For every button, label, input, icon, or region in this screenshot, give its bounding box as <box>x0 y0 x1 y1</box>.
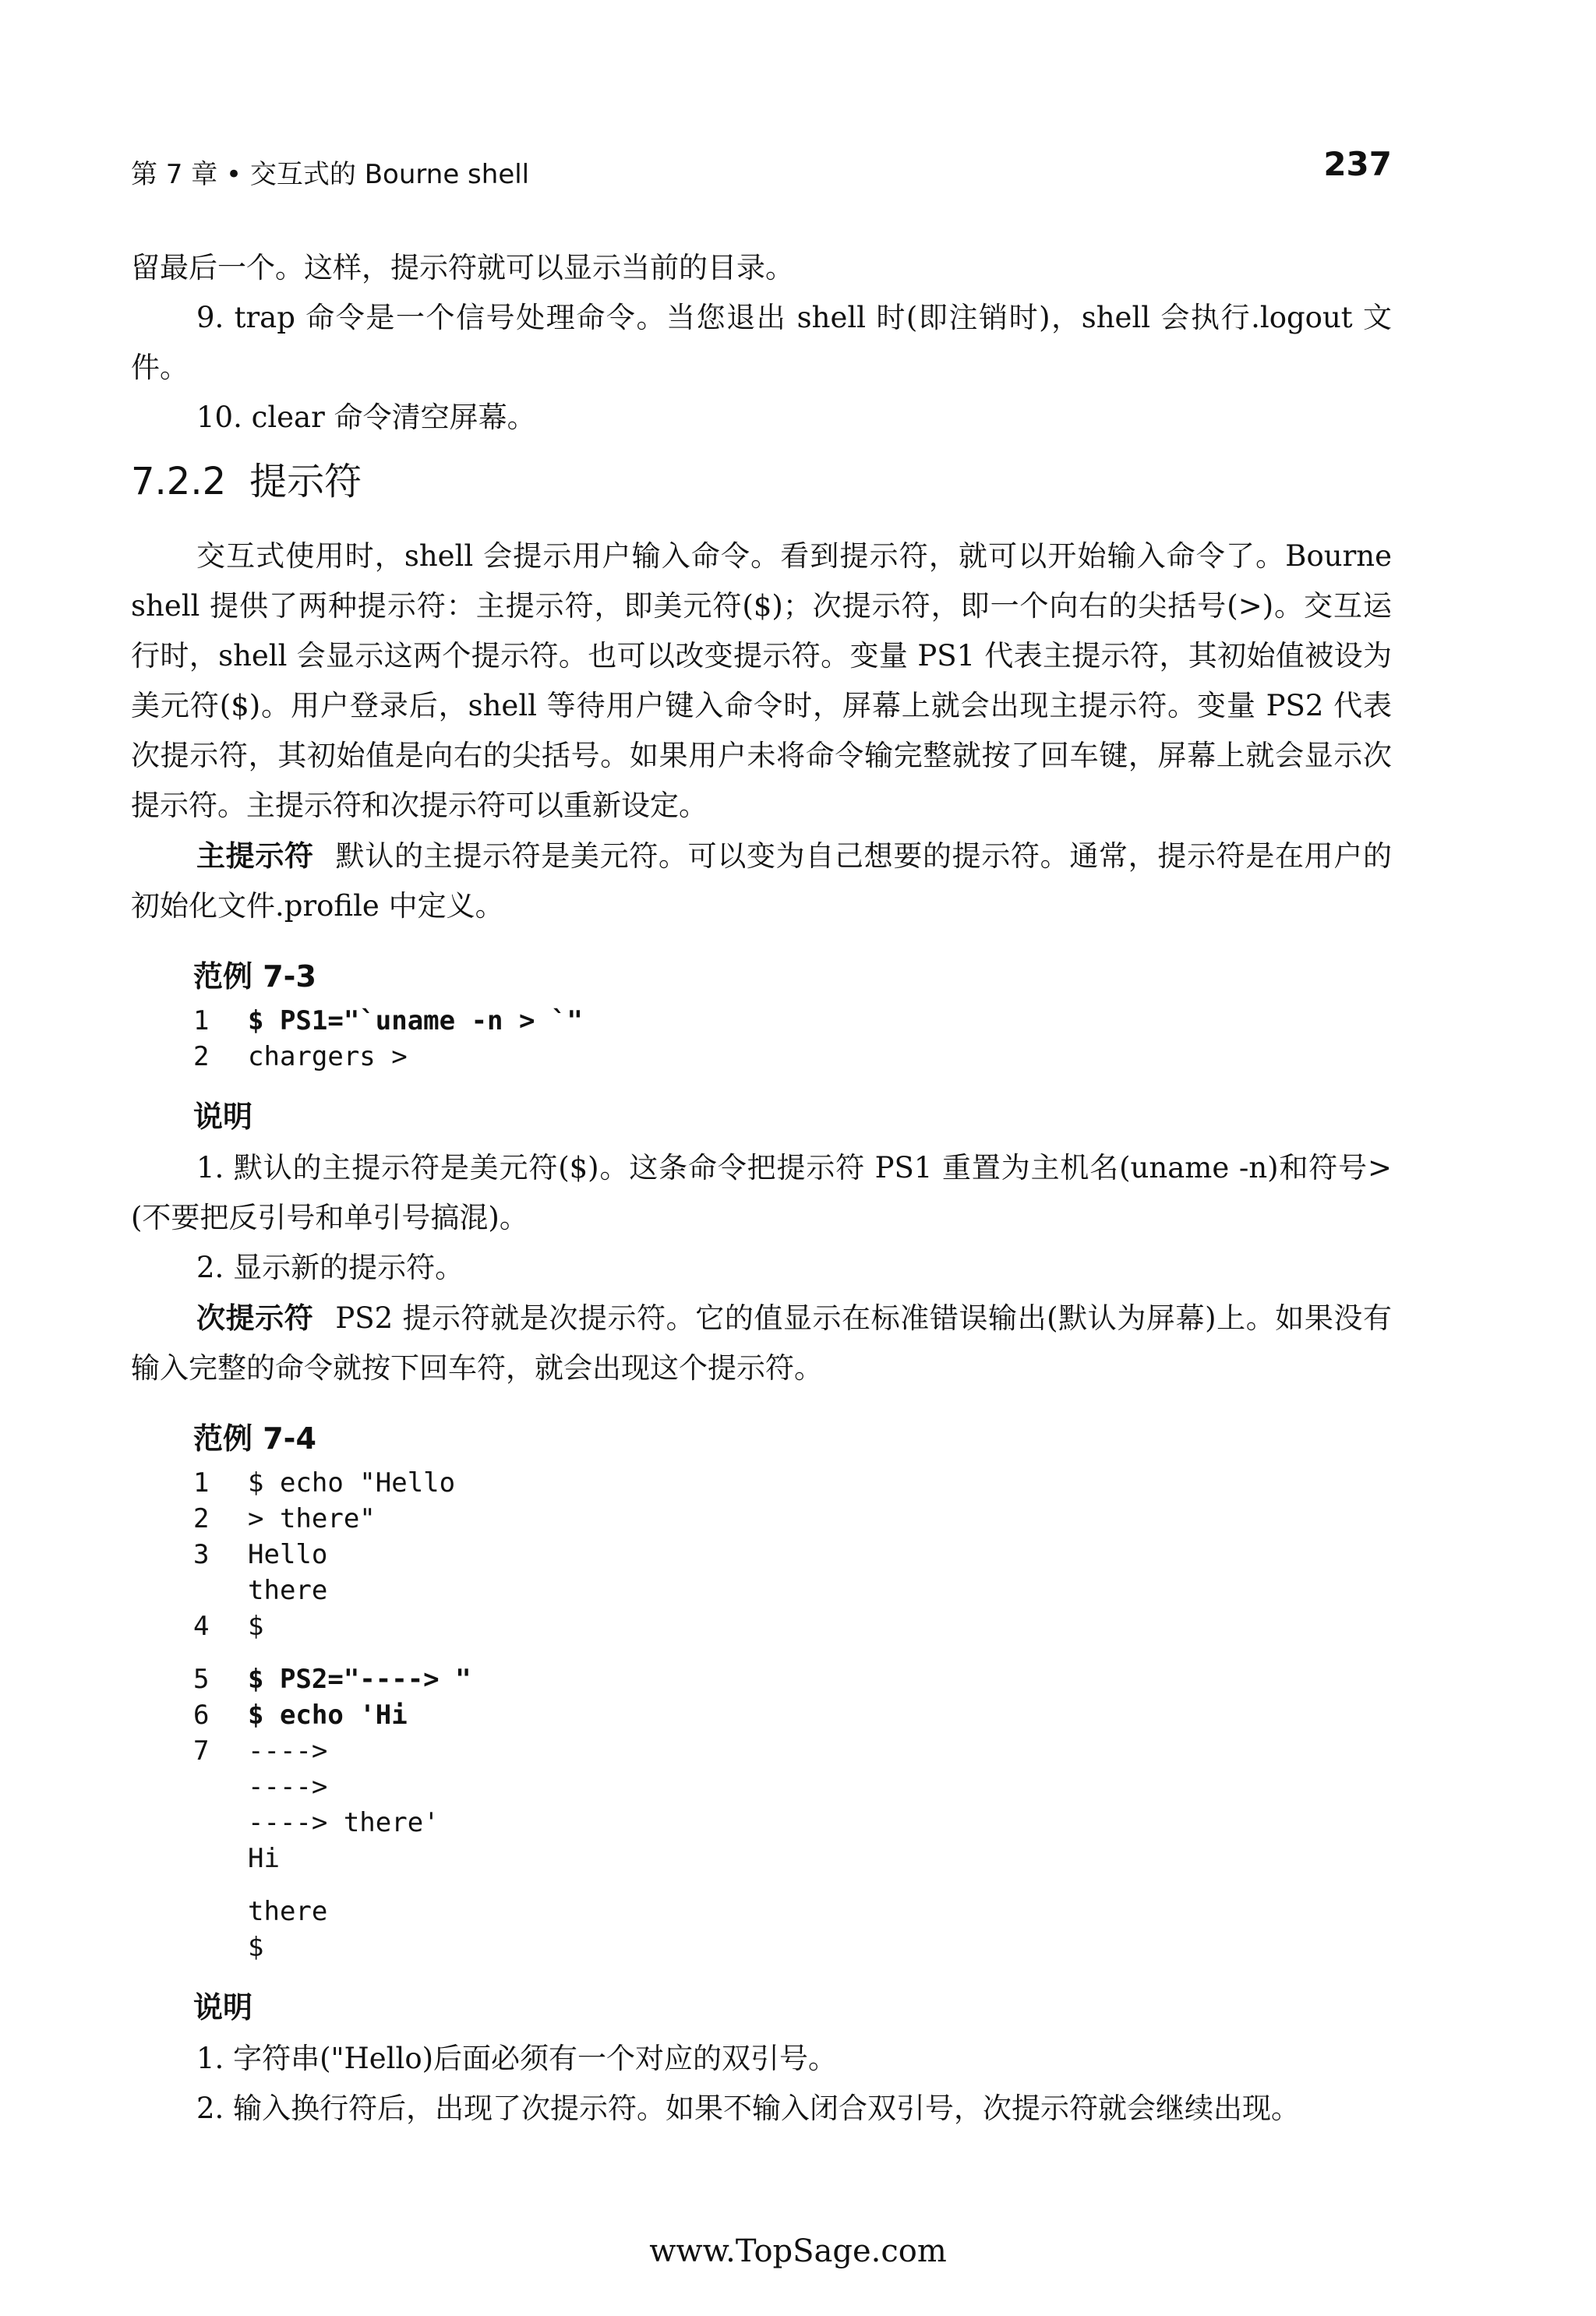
example-7-3-title: 范例 7-3 <box>193 959 316 994</box>
continued-line: 留最后一个。这样，提示符就可以显示当前的目录。 <box>131 251 794 284</box>
code-line <box>193 1733 1392 1769</box>
description-item: 2. 显示新的提示符。 <box>196 1251 464 1284</box>
line-number <box>193 1573 248 1608</box>
paragraph-secondary-prompt <box>131 1293 1392 1393</box>
page-body <box>131 243 1392 2134</box>
list-item-10: 10. clear 命令清空屏幕。 <box>196 401 536 434</box>
line-number: 1 <box>193 1005 210 1036</box>
code-text: $ echo "Hello <box>248 1467 456 1499</box>
code-line <box>193 1841 1392 1876</box>
section-number: 7.2.2 <box>131 460 227 503</box>
code-line <box>193 1573 1392 1608</box>
chapter-title: 第 7 章 • 交互式的 Bourne shell <box>131 159 530 190</box>
code-text: ----> there' <box>248 1807 440 1838</box>
line-number <box>193 1841 248 1876</box>
section-title: 提示符 <box>249 460 362 503</box>
code-line <box>193 1003 1392 1039</box>
line-number <box>193 1805 248 1841</box>
code-line <box>193 1661 1392 1697</box>
secondary-prompt-term: 次提示符 <box>196 1301 314 1335</box>
code-line <box>193 1697 1392 1733</box>
line-number: 1 <box>193 1467 210 1499</box>
code-text: $ <box>248 1932 264 1963</box>
code-line <box>193 1805 1392 1841</box>
line-number: 5 <box>193 1664 210 1695</box>
list-item-9: 9. trap 命令是一个信号处理命令。当您退出 shell 时(即注销时)，shell 会执行.logout 文件。 <box>131 301 1392 384</box>
line-number <box>193 1929 248 1965</box>
code-line <box>193 1769 1392 1805</box>
code-line <box>193 1501 1392 1537</box>
code-text: $ echo 'Hi <box>248 1700 408 1731</box>
line-number: 2 <box>193 1503 210 1534</box>
primary-prompt-term: 主提示符 <box>196 838 314 873</box>
code-line <box>193 1894 1392 1929</box>
line-number: 3 <box>193 1539 210 1570</box>
line-number <box>193 1769 248 1805</box>
code-block-7-4 <box>193 1465 1392 1965</box>
secondary-prompt-text: PS2 提示符就是次提示符。它的值显示在标准错误输出(默认为屏幕)上。如果没有输入完整的命令就按下回车符，就会出现这个提示符。 <box>131 1301 1393 1385</box>
line-number: 4 <box>193 1611 210 1642</box>
footer-url: www.TopSage.com <box>649 2233 947 2269</box>
line-number: 2 <box>193 1041 210 1072</box>
line-number: 7 <box>193 1735 210 1767</box>
code-text: there <box>248 1575 328 1606</box>
code-text: $ PS2="----> " <box>248 1664 471 1695</box>
code-line <box>193 1929 1392 1965</box>
code-line <box>193 1039 1392 1075</box>
code-text: $ PS1="`uname -n > `" <box>248 1005 583 1036</box>
code-line <box>193 1537 1392 1573</box>
paragraph-primary-prompt <box>131 831 1392 931</box>
description-item: 1. 默认的主提示符是美元符($)。这条命令把提示符 PS1 重置为主机名(uname -n)和符号>(不要把反引号和单引号搞混)。 <box>131 1151 1392 1234</box>
code-line <box>193 1608 1392 1644</box>
code-text: there <box>248 1896 328 1927</box>
line-number: 6 <box>193 1700 210 1731</box>
example-7-4-title: 范例 7-4 <box>193 1421 316 1456</box>
code-text: Hello <box>248 1539 328 1570</box>
primary-prompt-text: 默认的主提示符是美元符。可以变为自己想要的提示符。通常，提示符是在用户的初始化文件.profile 中定义。 <box>131 839 1393 923</box>
code-spacer <box>193 1644 1392 1661</box>
code-text: Hi <box>248 1843 280 1874</box>
description-title: 说明 <box>193 1990 253 2025</box>
running-header <box>131 145 1392 192</box>
code-spacer <box>193 1876 1392 1894</box>
description-item: 2. 输入换行符后，出现了次提示符。如果不输入闭合双引号，次提示符就会继续出现。 <box>196 2092 1301 2125</box>
code-text: > there" <box>248 1503 376 1534</box>
code-block-7-3 <box>193 1003 1392 1075</box>
line-number <box>193 1894 248 1929</box>
code-text: chargers > <box>248 1041 408 1072</box>
code-line <box>193 1465 1392 1501</box>
code-text: $ <box>248 1611 264 1642</box>
section-heading <box>131 450 1392 513</box>
description-title: 说明 <box>193 1100 253 1134</box>
code-text: ----> <box>248 1735 328 1767</box>
paragraph-prompts: 交互式使用时，shell 会提示用户输入命令。看到提示符，就可以开始输入命令了。Bourne shell 提供了两种提示符：主提示符，即美元符($)；次提示符，即一个向右的尖括号(>)。交互运行时，shell 会显示这两个提示符。也可以改变提示符。变量 PS1 代表主提示符，其初始值被设为美元符($)。用户登录后，shell 等待用户键入命令时，屏幕上就会出现主提示符。变量 PS2 代表次提示符，其初始值是向右的尖括号。如果用户未将命令输完整就按了回车键，屏幕上就会显示次提示符。主提示符和次提示符可以重新设定。 <box>131 539 1392 822</box>
description-item: 1. 字符串("Hello)后面必须有一个对应的双引号。 <box>196 2042 838 2075</box>
code-text: ----> <box>248 1771 328 1802</box>
page-number: 237 <box>1323 145 1392 183</box>
